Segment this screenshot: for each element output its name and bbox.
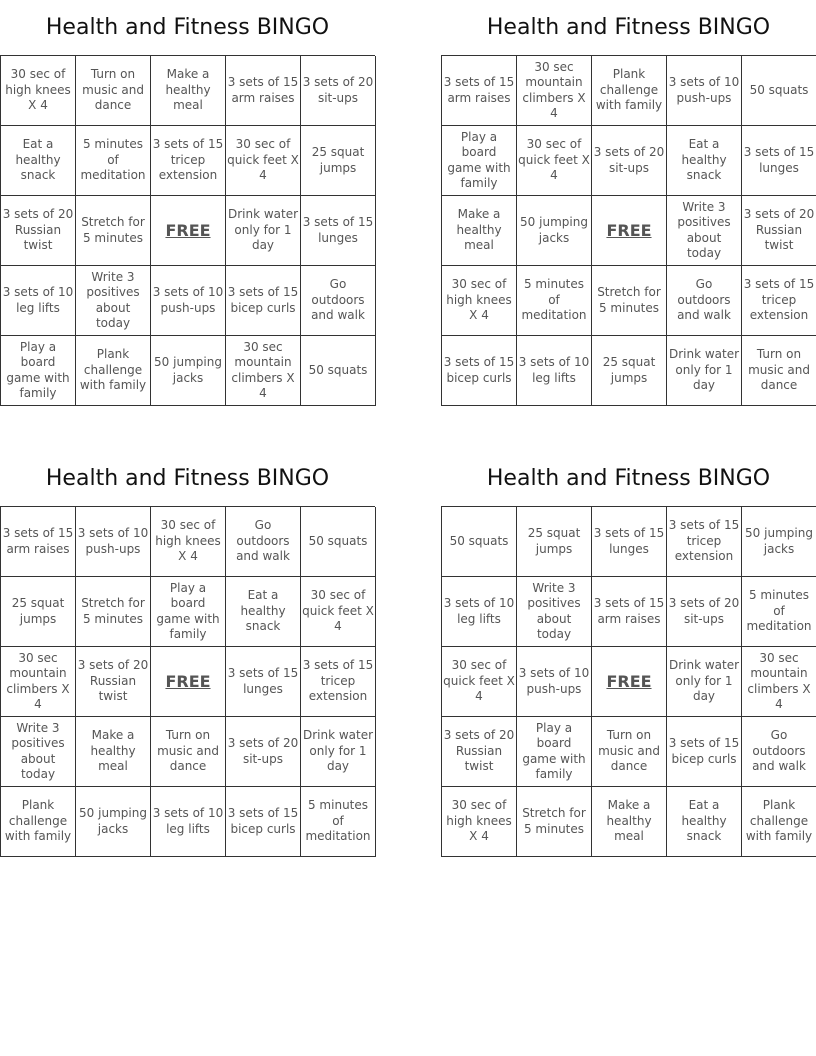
bingo-cell: 30 sec mountain climbers X 4 [226, 336, 301, 406]
bingo-cell: Drink water only for 1 day [667, 336, 742, 406]
bingo-cell: 3 sets of 20 Russian twist [442, 717, 517, 787]
bingo-cell: 3 sets of 15 bicep curls [667, 717, 742, 787]
bingo-cell: Make a healthy meal [151, 56, 226, 126]
bingo-cell: 30 sec of quick feet X 4 [301, 577, 376, 647]
bingo-cell: Write 3 positives about today [667, 196, 742, 266]
card-title: Health and Fitness BINGO [45, 15, 330, 40]
bingo-cell: 3 sets of 15 arm raises [442, 56, 517, 126]
bingo-card-2 [441, 0, 816, 406]
bingo-cell: 3 sets of 20 Russian twist [76, 647, 151, 717]
bingo-cell: 3 sets of 20 sit-ups [226, 717, 301, 787]
bingo-cell: Stretch for 5 minutes [517, 787, 592, 857]
bingo-cell: 50 jumping jacks [151, 336, 226, 406]
bingo-cell: Plank challenge with family [76, 336, 151, 406]
bingo-cell: Go outdoors and walk [301, 266, 376, 336]
bingo-cell: 25 squat jumps [1, 577, 76, 647]
card-title: Health and Fitness BINGO [486, 15, 771, 40]
bingo-cell: 3 sets of 20 Russian twist [742, 196, 816, 266]
bingo-cell: 50 squats [442, 507, 517, 577]
bingo-cell: 30 sec mountain climbers X 4 [1, 647, 76, 717]
bingo-cell: Eat a healthy snack [226, 577, 301, 647]
bingo-cell: 3 sets of 15 lunges [301, 196, 376, 266]
bingo-cell: Eat a healthy snack [667, 787, 742, 857]
bingo-cell: Stretch for 5 minutes [76, 196, 151, 266]
bingo-cell: 25 squat jumps [517, 507, 592, 577]
bingo-cell: Drink water only for 1 day [667, 647, 742, 717]
bingo-cell: 3 sets of 15 bicep curls [442, 336, 517, 406]
bingo-grid [0, 506, 375, 857]
bingo-cell: 5 minutes of meditation [742, 577, 816, 647]
bingo-cell: 30 sec of high knees X 4 [442, 787, 517, 857]
card-title: Health and Fitness BINGO [486, 466, 771, 491]
bingo-cell: 50 jumping jacks [742, 507, 816, 577]
bingo-cell: Go outdoors and walk [667, 266, 742, 336]
bingo-cell: 3 sets of 15 tricep extension [667, 507, 742, 577]
bingo-cell: 3 sets of 10 leg lifts [151, 787, 226, 857]
bingo-cell: 5 minutes of meditation [301, 787, 376, 857]
bingo-cell: 3 sets of 10 leg lifts [442, 577, 517, 647]
bingo-cell: Play a board game with family [1, 336, 76, 406]
bingo-grid [441, 506, 816, 857]
bingo-cell: Make a healthy meal [76, 717, 151, 787]
bingo-cell: 50 squats [742, 56, 816, 126]
bingo-cell: 30 sec mountain climbers X 4 [742, 647, 816, 717]
bingo-cell: 30 sec of high knees X 4 [1, 56, 76, 126]
free-space-cell: FREE [592, 647, 667, 717]
bingo-cell: 30 sec of high knees X 4 [442, 266, 517, 336]
free-space-cell: FREE [151, 647, 226, 717]
bingo-cell: 3 sets of 10 push-ups [76, 507, 151, 577]
bingo-cell: 3 sets of 10 push-ups [517, 647, 592, 717]
bingo-cell: Plank challenge with family [742, 787, 816, 857]
bingo-cell: Play a board game with family [442, 126, 517, 196]
bingo-cell: Plank challenge with family [1, 787, 76, 857]
card-title: Health and Fitness BINGO [45, 466, 330, 491]
bingo-cell: Go outdoors and walk [226, 507, 301, 577]
bingo-cell: 3 sets of 20 sit-ups [301, 56, 376, 126]
bingo-cell: 3 sets of 15 lunges [742, 126, 816, 196]
bingo-cell: 3 sets of 10 leg lifts [1, 266, 76, 336]
bingo-cell: 3 sets of 10 push-ups [667, 56, 742, 126]
bingo-cell: 50 jumping jacks [517, 196, 592, 266]
free-space-cell: FREE [151, 196, 226, 266]
bingo-cell: Write 3 positives about today [76, 266, 151, 336]
bingo-cell: Make a healthy meal [442, 196, 517, 266]
bingo-cell: Eat a healthy snack [1, 126, 76, 196]
bingo-cell: 30 sec mountain climbers X 4 [517, 56, 592, 126]
bingo-cell: Stretch for 5 minutes [76, 577, 151, 647]
bingo-cell: 50 squats [301, 507, 376, 577]
bingo-cell: Make a healthy meal [592, 787, 667, 857]
bingo-cell: 30 sec of quick feet X 4 [442, 647, 517, 717]
bingo-grid [441, 55, 816, 406]
bingo-cell: 30 sec of quick feet X 4 [517, 126, 592, 196]
bingo-cell: Go outdoors and walk [742, 717, 816, 787]
bingo-card-3 [0, 451, 375, 857]
bingo-cell: 30 sec of high knees X 4 [151, 507, 226, 577]
bingo-cell: 3 sets of 15 tricep extension [742, 266, 816, 336]
bingo-cell: 3 sets of 15 bicep curls [226, 266, 301, 336]
bingo-cell: 3 sets of 10 push-ups [151, 266, 226, 336]
bingo-cell: 3 sets of 15 lunges [226, 647, 301, 717]
bingo-cell: 3 sets of 15 lunges [592, 507, 667, 577]
bingo-cell: 3 sets of 20 sit-ups [667, 577, 742, 647]
bingo-cell: Drink water only for 1 day [301, 717, 376, 787]
bingo-cell: Stretch for 5 minutes [592, 266, 667, 336]
bingo-cell: 3 sets of 20 Russian twist [1, 196, 76, 266]
bingo-cell: 3 sets of 15 tricep extension [301, 647, 376, 717]
bingo-cell: Play a board game with family [517, 717, 592, 787]
bingo-cell: 3 sets of 15 tricep extension [151, 126, 226, 196]
bingo-cell: 25 squat jumps [301, 126, 376, 196]
bingo-card-4 [441, 451, 816, 857]
bingo-cell: 3 sets of 20 sit-ups [592, 126, 667, 196]
bingo-cell: 3 sets of 15 arm raises [592, 577, 667, 647]
bingo-cell: 3 sets of 15 arm raises [1, 507, 76, 577]
bingo-cell: Eat a healthy snack [667, 126, 742, 196]
bingo-cell: 50 squats [301, 336, 376, 406]
bingo-cell: 3 sets of 15 bicep curls [226, 787, 301, 857]
bingo-cell: Plank challenge with family [592, 56, 667, 126]
bingo-cell: 3 sets of 10 leg lifts [517, 336, 592, 406]
free-space-cell: FREE [592, 196, 667, 266]
bingo-cell: Turn on music and dance [151, 717, 226, 787]
bingo-cell: Turn on music and dance [742, 336, 816, 406]
bingo-cell: Write 3 positives about today [1, 717, 76, 787]
bingo-cell: Drink water only for 1 day [226, 196, 301, 266]
bingo-cell: Write 3 positives about today [517, 577, 592, 647]
bingo-cell: Turn on music and dance [592, 717, 667, 787]
bingo-cell: 5 minutes of meditation [76, 126, 151, 196]
bingo-cell: 5 minutes of meditation [517, 266, 592, 336]
bingo-cell: 3 sets of 15 arm raises [226, 56, 301, 126]
bingo-cell: 25 squat jumps [592, 336, 667, 406]
bingo-cell: Play a board game with family [151, 577, 226, 647]
bingo-cell: 30 sec of quick feet X 4 [226, 126, 301, 196]
bingo-grid [0, 55, 375, 406]
bingo-card-1 [0, 0, 375, 406]
bingo-cell: 50 jumping jacks [76, 787, 151, 857]
bingo-cell: Turn on music and dance [76, 56, 151, 126]
